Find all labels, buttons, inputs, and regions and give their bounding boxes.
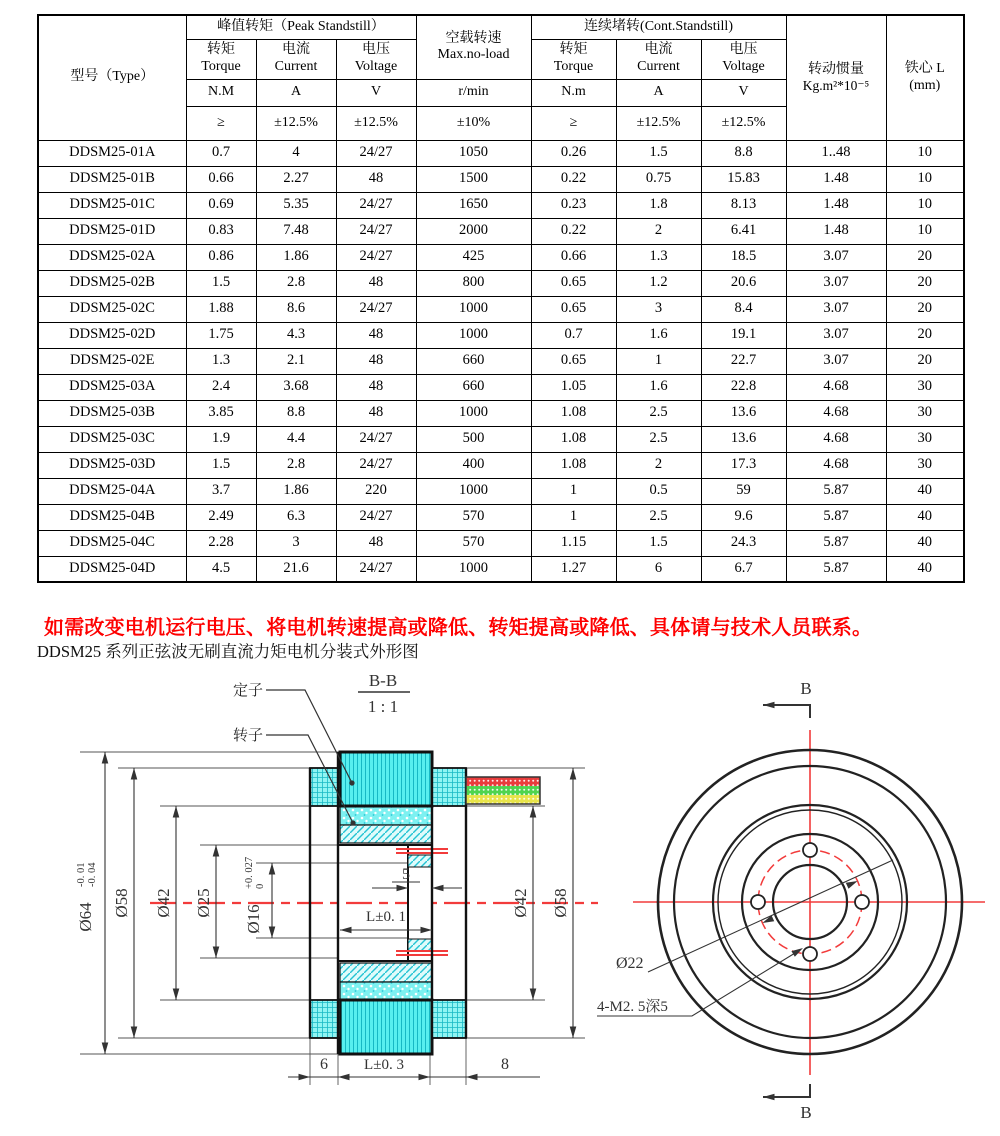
cell-noload-speed: 400 bbox=[416, 452, 531, 478]
cell-cont-torque: 0.65 bbox=[531, 348, 616, 374]
cell-noload-speed: 570 bbox=[416, 504, 531, 530]
cell-inertia: 4.68 bbox=[786, 452, 886, 478]
cell-peak-current: 4 bbox=[256, 140, 336, 166]
cell-cont-current: 0.75 bbox=[616, 166, 701, 192]
cell-model: DDSM25-01B bbox=[38, 166, 186, 192]
cell-peak-torque: 1.5 bbox=[186, 270, 256, 296]
col-header-inertia: 转动惯量 Kg.m²*10⁻⁵ bbox=[786, 15, 886, 140]
cell-peak-voltage: 24/27 bbox=[336, 192, 416, 218]
stator-core-top bbox=[340, 752, 432, 806]
cell-core-length: 40 bbox=[886, 478, 964, 504]
cell-peak-torque: 1.5 bbox=[186, 452, 256, 478]
cell-cont-torque: 0.22 bbox=[531, 166, 616, 192]
cell-core-length: 10 bbox=[886, 192, 964, 218]
cell-cont-current: 2 bbox=[616, 452, 701, 478]
cell-cont-torque: 0.22 bbox=[531, 218, 616, 244]
cell-peak-torque: 2.49 bbox=[186, 504, 256, 530]
cell-cont-current: 1.6 bbox=[616, 322, 701, 348]
cell-cont-voltage: 13.6 bbox=[701, 426, 786, 452]
tol-cont-torque: ≥ bbox=[531, 106, 616, 140]
cell-cont-current: 1 bbox=[616, 348, 701, 374]
cell-noload-speed: 1000 bbox=[416, 296, 531, 322]
cell-peak-torque: 0.66 bbox=[186, 166, 256, 192]
table-row bbox=[38, 530, 964, 556]
cell-peak-current: 1.86 bbox=[256, 478, 336, 504]
cell-model: DDSM25-04C bbox=[38, 530, 186, 556]
cell-noload-speed: 1000 bbox=[416, 322, 531, 348]
cell-peak-current: 2.27 bbox=[256, 166, 336, 192]
svg-text:Ø58: Ø58 bbox=[112, 888, 131, 918]
table-row bbox=[38, 478, 964, 504]
tol-peak-voltage: ±12.5% bbox=[336, 106, 416, 140]
col-header-noload: 空载转速 Max.no-load bbox=[416, 15, 531, 79]
cell-core-length: 20 bbox=[886, 296, 964, 322]
cell-core-length: 40 bbox=[886, 530, 964, 556]
cell-cont-voltage: 9.6 bbox=[701, 504, 786, 530]
svg-text:Ø64: Ø64 bbox=[76, 902, 95, 932]
svg-text:Ø25: Ø25 bbox=[194, 888, 213, 918]
cell-noload-speed: 1050 bbox=[416, 140, 531, 166]
cell-model: DDSM25-04B bbox=[38, 504, 186, 530]
cell-model: DDSM25-02D bbox=[38, 322, 186, 348]
cell-model: DDSM25-01A bbox=[38, 140, 186, 166]
cell-peak-torque: 1.9 bbox=[186, 426, 256, 452]
cell-inertia: 3.07 bbox=[786, 322, 886, 348]
cell-inertia: 3.07 bbox=[786, 296, 886, 322]
cell-cont-torque: 1.15 bbox=[531, 530, 616, 556]
cell-peak-voltage: 24/27 bbox=[336, 556, 416, 582]
svg-text:-0. 04: -0. 04 bbox=[87, 862, 98, 887]
subheader-cont-current: 电流 Current bbox=[616, 39, 701, 79]
cell-noload-speed: 570 bbox=[416, 530, 531, 556]
cell-peak-voltage: 48 bbox=[336, 400, 416, 426]
tol-speed: ±10% bbox=[416, 106, 531, 140]
cell-peak-current: 7.48 bbox=[256, 218, 336, 244]
dim-label-d42-left bbox=[154, 888, 173, 917]
cell-inertia: 4.68 bbox=[786, 374, 886, 400]
cell-noload-speed: 2000 bbox=[416, 218, 531, 244]
cell-model: DDSM25-03C bbox=[38, 426, 186, 452]
svg-text:B: B bbox=[800, 679, 812, 698]
cell-noload-speed: 660 bbox=[416, 374, 531, 400]
cell-cont-torque: 1.05 bbox=[531, 374, 616, 400]
svg-text:B: B bbox=[800, 1103, 812, 1122]
table-row bbox=[38, 166, 964, 192]
cell-inertia: 1.48 bbox=[786, 218, 886, 244]
cell-inertia: 4.68 bbox=[786, 426, 886, 452]
cell-core-length: 10 bbox=[886, 140, 964, 166]
section-view bbox=[76, 671, 598, 1085]
subheader-peak-torque: 转矩 Torque bbox=[186, 39, 256, 79]
cell-cont-voltage: 6.7 bbox=[701, 556, 786, 582]
cell-cont-voltage: 20.6 bbox=[701, 270, 786, 296]
dim-label-5: 5 bbox=[402, 866, 410, 883]
cell-inertia: 5.87 bbox=[786, 556, 886, 582]
tol-peak-torque: ≥ bbox=[186, 106, 256, 140]
cell-peak-voltage: 48 bbox=[336, 530, 416, 556]
dim-label-l03: L±0. 3 bbox=[364, 1057, 404, 1073]
cell-peak-voltage: 24/27 bbox=[336, 452, 416, 478]
cell-core-length: 20 bbox=[886, 322, 964, 348]
cell-noload-speed: 425 bbox=[416, 244, 531, 270]
unit-cont-voltage: V bbox=[701, 79, 786, 106]
cell-cont-torque: 1 bbox=[531, 478, 616, 504]
cell-peak-current: 8.6 bbox=[256, 296, 336, 322]
cable bbox=[466, 777, 540, 804]
cell-noload-speed: 500 bbox=[416, 426, 531, 452]
cell-cont-current: 1.6 bbox=[616, 374, 701, 400]
cell-inertia: 1.48 bbox=[786, 192, 886, 218]
warning-text: 如需改变电机运行电压、将电机转速提高或降低、转矩提高或降低、具体请与技术人员联系。 bbox=[44, 617, 873, 639]
cell-cont-torque: 1.08 bbox=[531, 400, 616, 426]
spec-table bbox=[37, 14, 965, 583]
cell-peak-current: 3.68 bbox=[256, 374, 336, 400]
cell-peak-current: 4.4 bbox=[256, 426, 336, 452]
cell-cont-current: 2.5 bbox=[616, 426, 701, 452]
cell-peak-current: 2.8 bbox=[256, 270, 336, 296]
table-row bbox=[38, 348, 964, 374]
cell-peak-torque: 1.3 bbox=[186, 348, 256, 374]
svg-text:Ø58: Ø58 bbox=[551, 888, 570, 918]
col-header-peak: 峰值转矩（Peak Standstill） bbox=[186, 15, 416, 39]
cell-peak-voltage: 24/27 bbox=[336, 140, 416, 166]
svg-text:Ø42: Ø42 bbox=[511, 888, 530, 918]
cell-peak-voltage: 48 bbox=[336, 270, 416, 296]
table-row bbox=[38, 296, 964, 322]
dim-label-d58-left bbox=[112, 888, 131, 917]
tol-cont-current: ±12.5% bbox=[616, 106, 701, 140]
dim-label-l01: L±0. 1 bbox=[366, 909, 406, 925]
cell-peak-voltage: 48 bbox=[336, 374, 416, 400]
tol-cont-voltage: ±12.5% bbox=[701, 106, 786, 140]
col-header-core: 铁心 L (mm) bbox=[886, 15, 964, 140]
cell-model: DDSM25-04A bbox=[38, 478, 186, 504]
cell-cont-torque: 0.66 bbox=[531, 244, 616, 270]
cell-peak-torque: 0.86 bbox=[186, 244, 256, 270]
cell-peak-voltage: 48 bbox=[336, 348, 416, 374]
cell-cont-torque: 0.7 bbox=[531, 322, 616, 348]
dim-label-6: 6 bbox=[320, 1056, 328, 1073]
cell-peak-voltage: 24/27 bbox=[336, 244, 416, 270]
cell-cont-torque: 1 bbox=[531, 504, 616, 530]
cell-peak-voltage: 48 bbox=[336, 166, 416, 192]
cell-core-length: 10 bbox=[886, 218, 964, 244]
figure-caption: DDSM25 系列正弦波无刷直流力矩电机分装式外形图 bbox=[37, 642, 419, 661]
dim-label-d64 bbox=[76, 862, 98, 932]
cell-cont-voltage: 17.3 bbox=[701, 452, 786, 478]
outline-drawing bbox=[0, 664, 1000, 1136]
table-row bbox=[38, 452, 964, 478]
end-view bbox=[597, 679, 985, 1122]
cell-inertia: 3.07 bbox=[786, 244, 886, 270]
cell-cont-voltage: 8.4 bbox=[701, 296, 786, 322]
cell-peak-current: 8.8 bbox=[256, 400, 336, 426]
cell-peak-current: 3 bbox=[256, 530, 336, 556]
dim-label-d58-right bbox=[551, 888, 570, 917]
tol-peak-current: ±12.5% bbox=[256, 106, 336, 140]
cell-model: DDSM25-02A bbox=[38, 244, 186, 270]
cell-cont-voltage: 19.1 bbox=[701, 322, 786, 348]
cell-core-length: 40 bbox=[886, 556, 964, 582]
cell-peak-voltage: 24/27 bbox=[336, 426, 416, 452]
cell-cont-torque: 0.65 bbox=[531, 270, 616, 296]
cell-noload-speed: 800 bbox=[416, 270, 531, 296]
cell-peak-current: 5.35 bbox=[256, 192, 336, 218]
cell-model: DDSM25-02C bbox=[38, 296, 186, 322]
section-arrow-bottom bbox=[763, 1084, 812, 1122]
cell-cont-current: 2.5 bbox=[616, 400, 701, 426]
cell-cont-voltage: 15.83 bbox=[701, 166, 786, 192]
cell-cont-torque: 0.23 bbox=[531, 192, 616, 218]
cell-cont-voltage: 59 bbox=[701, 478, 786, 504]
svg-text:4-M2. 5深5: 4-M2. 5深5 bbox=[597, 999, 668, 1015]
cell-peak-current: 1.86 bbox=[256, 244, 336, 270]
cell-cont-current: 1.2 bbox=[616, 270, 701, 296]
subheader-cont-torque: 转矩 Torque bbox=[531, 39, 616, 79]
section-arrow-top bbox=[763, 679, 812, 718]
cell-cont-current: 3 bbox=[616, 296, 701, 322]
dim-label-8: 8 bbox=[501, 1056, 509, 1073]
cell-inertia: 3.07 bbox=[786, 348, 886, 374]
table-row bbox=[38, 270, 964, 296]
subheader-cont-voltage: 电压 Voltage bbox=[701, 39, 786, 79]
cell-peak-torque: 0.7 bbox=[186, 140, 256, 166]
cell-peak-torque: 3.7 bbox=[186, 478, 256, 504]
cell-inertia: 5.87 bbox=[786, 478, 886, 504]
svg-text:-0. 01: -0. 01 bbox=[76, 862, 87, 887]
cell-peak-torque: 4.5 bbox=[186, 556, 256, 582]
table-row bbox=[38, 192, 964, 218]
table-row bbox=[38, 140, 964, 166]
cell-cont-voltage: 22.7 bbox=[701, 348, 786, 374]
unit-cont-current: A bbox=[616, 79, 701, 106]
cell-peak-current: 6.3 bbox=[256, 504, 336, 530]
cell-cont-current: 1.5 bbox=[616, 530, 701, 556]
cell-inertia: 4.68 bbox=[786, 400, 886, 426]
unit-cont-torque: N.m bbox=[531, 79, 616, 106]
cell-peak-voltage: 220 bbox=[336, 478, 416, 504]
unit-peak-torque: N.M bbox=[186, 79, 256, 106]
cell-cont-current: 0.5 bbox=[616, 478, 701, 504]
subheader-peak-voltage: 电压 Voltage bbox=[336, 39, 416, 79]
cell-peak-voltage: 24/27 bbox=[336, 504, 416, 530]
cell-cont-torque: 1.08 bbox=[531, 452, 616, 478]
cell-noload-speed: 1000 bbox=[416, 478, 531, 504]
cell-cont-current: 1.5 bbox=[616, 140, 701, 166]
cell-model: DDSM25-01D bbox=[38, 218, 186, 244]
col-header-cont: 连续堵转(Cont.Standstill) bbox=[531, 15, 786, 39]
cell-cont-torque: 0.65 bbox=[531, 296, 616, 322]
cell-cont-torque: 1.27 bbox=[531, 556, 616, 582]
dim-label-d22: Ø22 bbox=[616, 955, 644, 972]
cell-core-length: 30 bbox=[886, 374, 964, 400]
cell-inertia: 5.87 bbox=[786, 530, 886, 556]
svg-text:1 : 1: 1 : 1 bbox=[367, 697, 399, 716]
cell-core-length: 20 bbox=[886, 244, 964, 270]
cell-cont-voltage: 13.6 bbox=[701, 400, 786, 426]
cell-cont-current: 1.3 bbox=[616, 244, 701, 270]
cell-cont-torque: 1.08 bbox=[531, 426, 616, 452]
cell-peak-torque: 0.69 bbox=[186, 192, 256, 218]
cell-cont-voltage: 6.41 bbox=[701, 218, 786, 244]
table-row bbox=[38, 244, 964, 270]
cell-core-length: 30 bbox=[886, 452, 964, 478]
dim-label-d25 bbox=[194, 888, 213, 917]
col-header-type: 型号（Type） bbox=[38, 15, 186, 140]
cell-peak-current: 21.6 bbox=[256, 556, 336, 582]
cell-model: DDSM25-03B bbox=[38, 400, 186, 426]
cell-model: DDSM25-04D bbox=[38, 556, 186, 582]
cell-cont-current: 6 bbox=[616, 556, 701, 582]
cell-cont-voltage: 8.13 bbox=[701, 192, 786, 218]
cell-noload-speed: 1000 bbox=[416, 400, 531, 426]
svg-text:定子: 定子 bbox=[233, 683, 264, 699]
svg-text:B-B: B-B bbox=[368, 671, 398, 690]
cell-noload-speed: 1500 bbox=[416, 166, 531, 192]
cell-core-length: 20 bbox=[886, 348, 964, 374]
cell-peak-torque: 0.83 bbox=[186, 218, 256, 244]
cell-peak-torque: 3.85 bbox=[186, 400, 256, 426]
unit-speed: r/min bbox=[416, 79, 531, 106]
svg-text:Ø16: Ø16 bbox=[244, 904, 263, 934]
cell-peak-current: 4.3 bbox=[256, 322, 336, 348]
cell-core-length: 40 bbox=[886, 504, 964, 530]
cell-noload-speed: 660 bbox=[416, 348, 531, 374]
cell-core-length: 10 bbox=[886, 166, 964, 192]
cell-peak-current: 2.1 bbox=[256, 348, 336, 374]
cell-peak-voltage: 48 bbox=[336, 322, 416, 348]
table-row bbox=[38, 374, 964, 400]
cell-cont-current: 2.5 bbox=[616, 504, 701, 530]
svg-text:0: 0 bbox=[255, 883, 266, 889]
dim-label-d16 bbox=[244, 857, 266, 934]
table-row bbox=[38, 218, 964, 244]
svg-text:转子: 转子 bbox=[233, 728, 264, 744]
svg-text:+0. 027: +0. 027 bbox=[244, 856, 255, 889]
cell-peak-torque: 1.75 bbox=[186, 322, 256, 348]
cell-core-length: 30 bbox=[886, 400, 964, 426]
dim-label-d42-right bbox=[511, 888, 530, 917]
unit-peak-voltage: V bbox=[336, 79, 416, 106]
cell-peak-torque: 2.4 bbox=[186, 374, 256, 400]
cell-peak-current: 2.8 bbox=[256, 452, 336, 478]
cell-model: DDSM25-02E bbox=[38, 348, 186, 374]
cell-inertia: 5.87 bbox=[786, 504, 886, 530]
unit-peak-current: A bbox=[256, 79, 336, 106]
table-row bbox=[38, 400, 964, 426]
cell-peak-torque: 1.88 bbox=[186, 296, 256, 322]
subheader-peak-current: 电流 Current bbox=[256, 39, 336, 79]
cell-inertia: 1..48 bbox=[786, 140, 886, 166]
cell-cont-voltage: 8.8 bbox=[701, 140, 786, 166]
stator-core-bottom bbox=[340, 1000, 432, 1054]
svg-text:Ø42: Ø42 bbox=[154, 888, 173, 918]
table-row bbox=[38, 322, 964, 348]
cell-inertia: 1.48 bbox=[786, 166, 886, 192]
cell-cont-current: 1.8 bbox=[616, 192, 701, 218]
cell-cont-voltage: 18.5 bbox=[701, 244, 786, 270]
cell-cont-current: 2 bbox=[616, 218, 701, 244]
cell-inertia: 3.07 bbox=[786, 270, 886, 296]
cell-core-length: 20 bbox=[886, 270, 964, 296]
cell-peak-torque: 2.28 bbox=[186, 530, 256, 556]
table-row bbox=[38, 504, 964, 530]
cell-peak-voltage: 24/27 bbox=[336, 296, 416, 322]
cell-core-length: 30 bbox=[886, 426, 964, 452]
cell-noload-speed: 1650 bbox=[416, 192, 531, 218]
section-title bbox=[358, 671, 410, 716]
cell-model: DDSM25-01C bbox=[38, 192, 186, 218]
cell-cont-voltage: 24.3 bbox=[701, 530, 786, 556]
cell-noload-speed: 1000 bbox=[416, 556, 531, 582]
table-row bbox=[38, 426, 964, 452]
cell-model: DDSM25-02B bbox=[38, 270, 186, 296]
cell-model: DDSM25-03A bbox=[38, 374, 186, 400]
table-row bbox=[38, 556, 964, 582]
cell-model: DDSM25-03D bbox=[38, 452, 186, 478]
cell-cont-torque: 0.26 bbox=[531, 140, 616, 166]
cell-cont-voltage: 22.8 bbox=[701, 374, 786, 400]
cell-peak-voltage: 24/27 bbox=[336, 218, 416, 244]
